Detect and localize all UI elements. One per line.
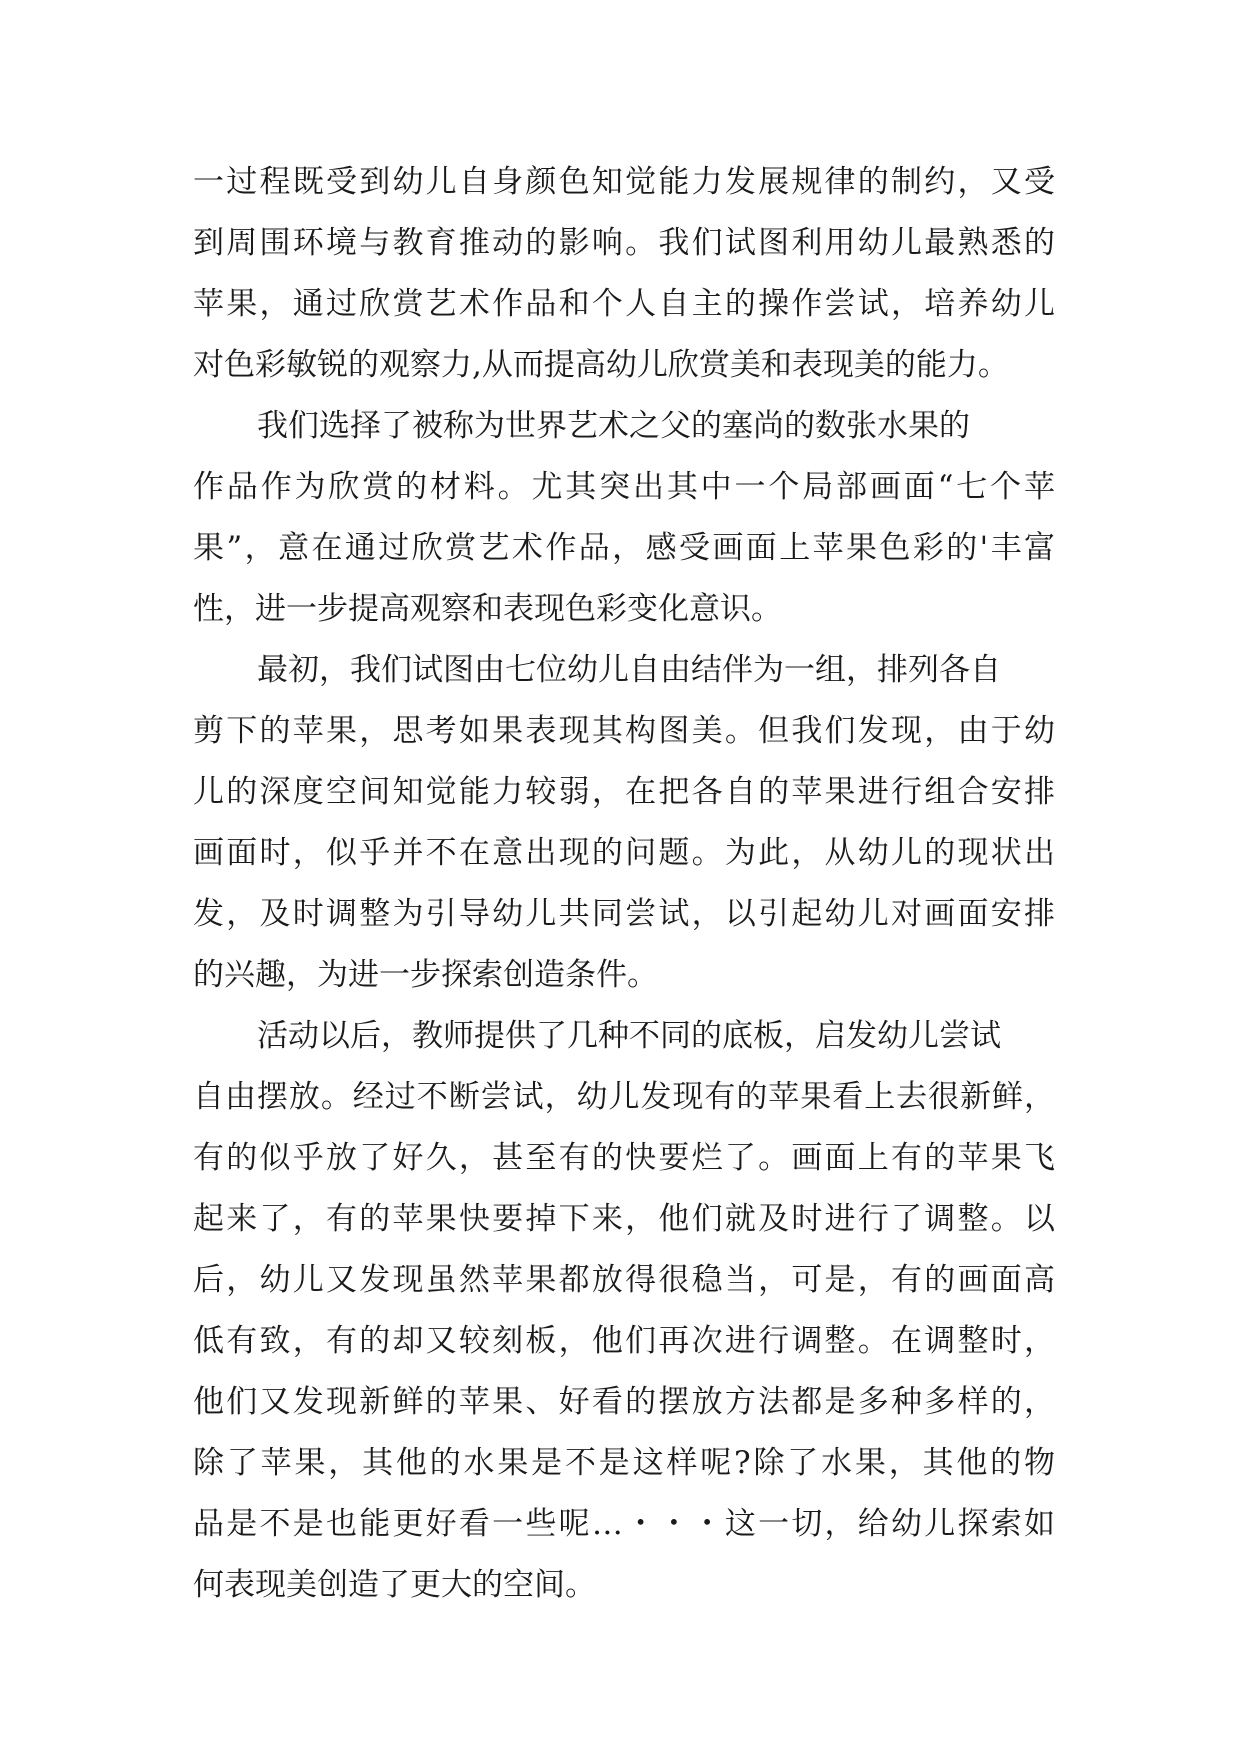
paragraph-line: 对色彩敏锐的观察力,从而提高幼儿欣赏美和表现美的能力。: [193, 347, 1009, 383]
paragraph-2: [193, 396, 1055, 640]
paragraph-1: [193, 152, 1055, 396]
paragraph-line: 到周围环境与教育推动的影响。我们试图利用幼儿最熟悉的: [193, 225, 1055, 261]
paragraph-3: [193, 640, 1055, 1006]
paragraph-line: 低有致，有的却又较刻板，他们再次进行调整。在调整时，: [193, 1323, 1055, 1359]
paragraph-line: 苹果，通过欣赏艺术作品和个人自主的操作尝试，培养幼儿: [193, 286, 1055, 322]
paragraph-line: 果”，意在通过欣赏艺术作品，感受画面上苹果色彩的'丰富: [193, 530, 1055, 566]
paragraph-line: 活动以后，教师提供了几种不同的底板，启发幼儿尝试: [257, 1018, 1001, 1054]
paragraph-line: 儿的深度空间知觉能力较弱，在把各自的苹果进行组合安排: [193, 774, 1055, 810]
paragraph-line: 发，及时调整为引导幼儿共同尝试，以引起幼儿对画面安排: [193, 896, 1055, 932]
paragraph-line: 起来了，有的苹果快要掉下来，他们就及时进行了调整。以: [193, 1201, 1055, 1237]
paragraph-line: 性，进一步提高观察和表现色彩变化意识。: [193, 591, 782, 627]
paragraph-4: [193, 1006, 1055, 1616]
paragraph-line: 画面时，似乎并不在意出现的问题。为此，从幼儿的现状出: [193, 835, 1055, 871]
paragraph-line: 剪下的苹果，思考如果表现其构图美。但我们发现，由于幼: [193, 713, 1055, 749]
paragraph-line: 的兴趣，为进一步探索创造条件。: [193, 957, 658, 993]
paragraph-line: 除了苹果，其他的水果是不是这样呢?除了水果，其他的物: [193, 1445, 1055, 1481]
paragraph-line: 他们又发现新鲜的苹果、好看的摆放方法都是多种多样的，: [193, 1384, 1055, 1420]
paragraph-line: 后，幼儿又发现虽然苹果都放得很稳当，可是，有的画面高: [193, 1262, 1055, 1298]
paragraph-line: 一过程既受到幼儿自身颜色知觉能力发展规律的制约，又受: [193, 164, 1055, 200]
paragraph-line: 作品作为欣赏的材料。尤其突出其中一个局部画面“七个苹: [193, 469, 1055, 505]
paragraph-line: 何表现美创造了更大的空间。: [193, 1567, 596, 1603]
paragraph-line: 最初，我们试图由七位幼儿自由结伴为一组，排列各自: [257, 652, 1001, 688]
paragraph-line: 有的似乎放了好久，甚至有的快要烂了。画面上有的苹果飞: [193, 1140, 1055, 1176]
document-body: [193, 152, 1055, 1616]
paragraph-line: 我们选择了被称为世界艺术之父的塞尚的数张水果的: [257, 408, 970, 444]
paragraph-line: 品是不是也能更好看一些呢…・・・这一切，给幼儿探索如: [193, 1506, 1055, 1542]
paragraph-line: 自由摆放。经过不断尝试，幼儿发现有的苹果看上去很新鲜，: [193, 1079, 1055, 1115]
